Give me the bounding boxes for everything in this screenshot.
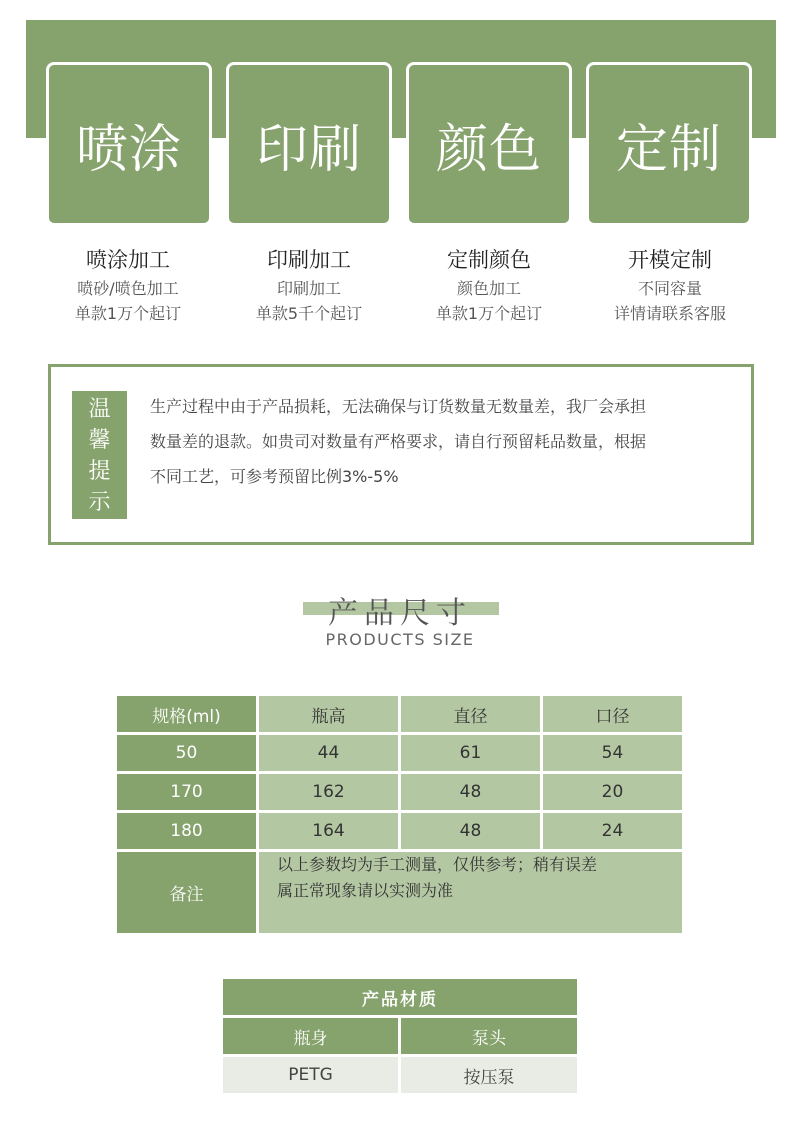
feature-title: 定制颜色 <box>447 248 531 272</box>
card-print-label: 印刷 <box>255 119 362 180</box>
feature-line: 喷砂/喷色加工 <box>77 279 179 298</box>
material-title: 产品材质 <box>223 979 577 1015</box>
notice-line: 不同工艺，可参考预留比例3%-5% <box>150 467 399 486</box>
feature-line: 单款1万个起订 <box>435 304 543 323</box>
table-cell: 162 <box>259 774 398 810</box>
table-cell: 20 <box>543 774 682 810</box>
note-line: 属正常现象请以实测为准 <box>277 881 454 900</box>
material-header-body: 瓶身 <box>223 1018 398 1054</box>
feature-title: 开模定制 <box>628 248 712 272</box>
feature-line: 详情请联系客服 <box>613 304 726 323</box>
notice-box <box>48 364 754 545</box>
section-title: 产品尺寸 <box>328 596 472 631</box>
note-text <box>259 852 682 933</box>
table-header: 规格(ml) <box>117 696 256 732</box>
card-custom <box>586 62 752 226</box>
card-print <box>226 62 392 226</box>
material-value-body: PETG <box>223 1057 398 1093</box>
feature-custom <box>580 244 760 326</box>
note-label: 备注 <box>117 852 256 933</box>
table-cell: 54 <box>543 735 682 771</box>
table-cell: 48 <box>401 813 540 849</box>
feature-line: 单款5千个起订 <box>255 304 363 323</box>
table-cell: 180 <box>117 813 256 849</box>
feature-spray <box>38 244 218 326</box>
card-spray <box>46 62 212 226</box>
feature-color <box>399 244 579 326</box>
card-custom-label: 定制 <box>615 119 722 180</box>
notice-tag-char: 提 <box>88 459 111 484</box>
table-header: 口径 <box>543 696 682 732</box>
table-cell: 170 <box>117 774 256 810</box>
table-cell: 61 <box>401 735 540 771</box>
material-header-pump: 泵头 <box>401 1018 577 1054</box>
feature-line: 印刷加工 <box>276 279 341 298</box>
notice-tag-char: 温 <box>88 397 111 422</box>
table-header: 直径 <box>401 696 540 732</box>
notice-tag-char: 示 <box>88 490 111 515</box>
notice-text <box>150 389 740 494</box>
feature-print <box>219 244 399 326</box>
notice-line: 生产过程中由于产品损耗，无法确保与订货数量无数量差，我厂会承担 <box>150 397 647 416</box>
card-color <box>406 62 572 226</box>
notice-line: 数量差的退款。如贵司对数量有严格要求，请自行预留耗品数量，根据 <box>150 432 647 451</box>
card-color-label: 颜色 <box>435 119 542 180</box>
feature-line: 颜色加工 <box>456 279 521 298</box>
feature-line: 单款1万个起订 <box>74 304 182 323</box>
notice-tag <box>72 391 127 519</box>
note-line: 以上参数均为手工测量，仅供参考；稍有误差 <box>277 855 598 874</box>
feature-title: 喷涂加工 <box>86 248 170 272</box>
feature-line: 不同容量 <box>637 279 702 298</box>
table-cell: 164 <box>259 813 398 849</box>
table-cell: 50 <box>117 735 256 771</box>
section-subtitle: PRODUCTS SIZE <box>325 630 475 649</box>
table-cell: 24 <box>543 813 682 849</box>
material-value-pump: 按压泵 <box>401 1057 577 1093</box>
feature-title: 印刷加工 <box>267 248 351 272</box>
card-spray-label: 喷涂 <box>75 119 182 180</box>
table-cell: 44 <box>259 735 398 771</box>
notice-tag-char: 馨 <box>88 428 111 453</box>
table-header: 瓶高 <box>259 696 398 732</box>
table-cell: 48 <box>401 774 540 810</box>
